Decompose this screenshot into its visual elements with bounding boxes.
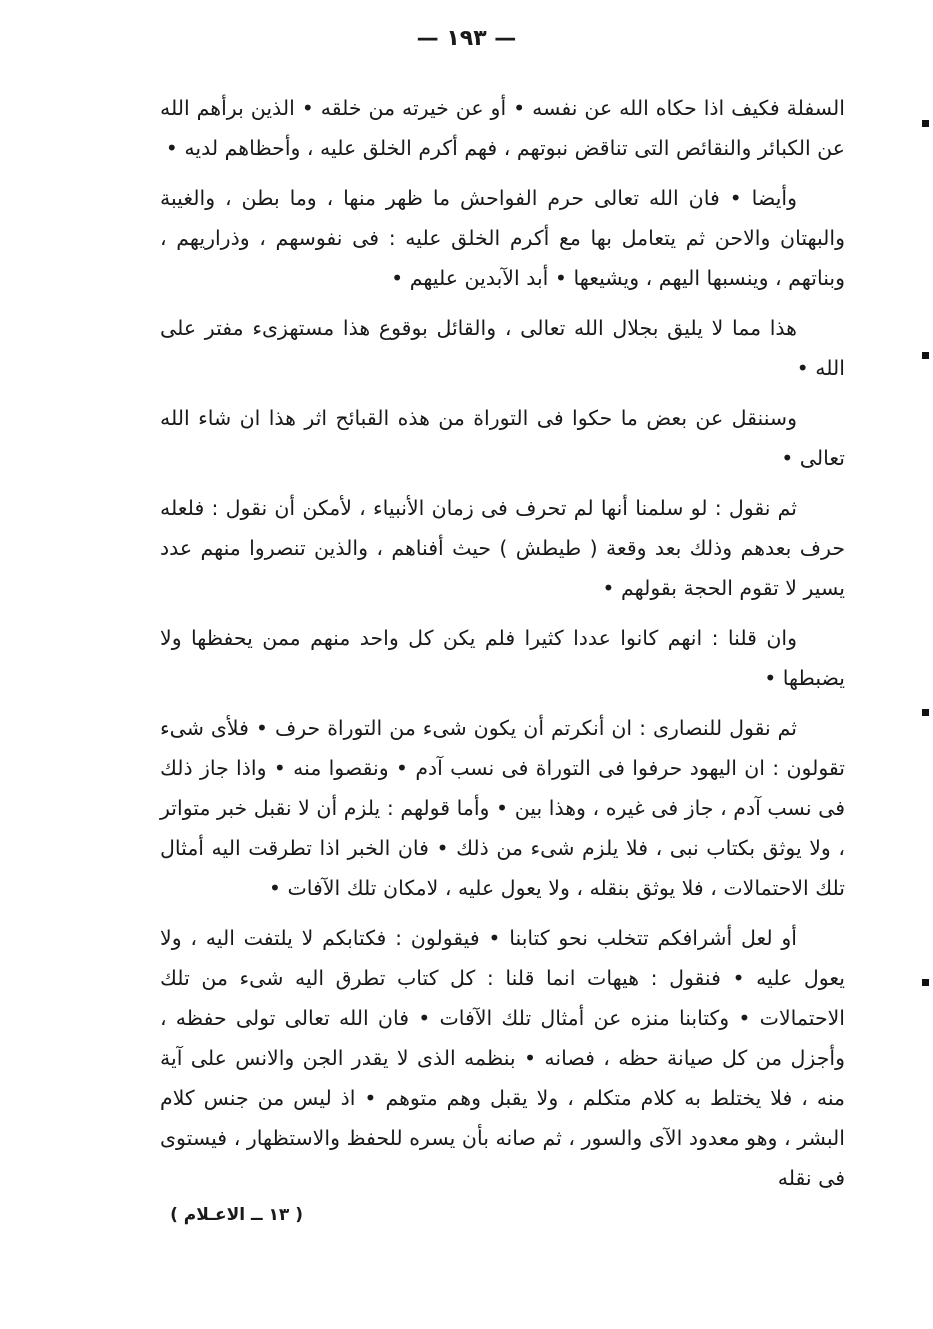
paragraph: أو لعل أشرافكم تتخلب نحو كتابنا • فيقولون : فكتابكم لا يلتفت اليه ، ولا يعول عليه • فنقول : هيهات انما قلنا : كل كتاب تطرق اليه شىء من تلك الاحتمالات • وكتابنا منزه عن أمثال تلك الآفات • فان الله تعالى تولى حفظه ، وأجزل من كل صيانة حظه ، فصانه • بنظمه الذى لا يقدر الجن والانس على آية منه ، فلا يختلط به كلام متكلم ، ولا يقبل وهم متوهم • اذ ليس من جنس كلام البشر ، وهو معدود الآى والسور ، ثم صانه بأن يسره للحفظ والاستظهار ، فيستوى فى نقله xyxy=(160,926,845,1190)
margin-mark xyxy=(922,120,929,127)
page-number: — ١٩٣ — xyxy=(416,26,517,51)
paragraph: وان قلنا : انهم كانوا عددا كثيرا فلم يكن كل واحد منهم ممن يحفظها ولا يضبطها • xyxy=(160,626,845,690)
paragraph: وأيضا • فان الله تعالى حرم الفواحش ما ظهر منها ، وما بطن ، والغيبة والبهتان والاحن ثم يتعامل بها مع أكرم الخلق عليه : فى نفوسهم ، وذراريهم ، وبناتهم ، وينسبها اليهم ، ويشيعها • أبد الآبدين عليهم • xyxy=(160,186,845,290)
paragraph: السفلة فكيف اذا حكاه الله عن نفسه • أو عن خيرته من خلقه • الذين برأهم الله عن الكبائر والنقائص التى تناقض نبوتهم ، فهم أكرم الخلق عليه ، وأحظاهم لديه • xyxy=(160,96,845,160)
margin-mark xyxy=(922,709,929,716)
paragraph: وسننقل عن بعض ما حكوا فى التوراة من هذه القبائح اثر هذا ان شاء الله تعالى • xyxy=(160,406,845,470)
paragraph: هذا مما لا يليق بجلال الله تعالى ، والقائل بوقوع هذا مستهزىء مفتر على الله • xyxy=(160,316,845,380)
footer-signature: ( ١٣ ــ الاعـلام ) xyxy=(170,1205,303,1225)
paragraph: ثم نقول للنصارى : ان أنكرتم أن يكون شىء من التوراة حرف • فلأى شىء تقولون : ان اليهود حرفوا فى التوراة فى نسب آدم • ونقصوا منه • واذا جاز ذلك فى نسب آدم ، جاز فى غيره ، وهذا بين • وأما قولهم : يلزم أن لا نقبل خبر متواتر ، ولا يوثق بكتاب نبى ، فلا يلزم شىء من ذلك • فان الخبر اذا تطرقت اليه أمثال تلك الاحتمالات ، فلا يوثق بنقله ، ولا يعول عليه ، لامكان تلك الآفات • xyxy=(160,716,845,900)
paragraph: ثم نقول : لو سلمنا أنها لم تحرف فى زمان الأنبياء ، لأمكن أن نقول : فلعله حرف بعدهم وذلك بعد وقعة ( طيطش ) حيث أفناهم ، والذين تنصروا منهم عدد يسير لا تقوم الحجة بقولهم • xyxy=(160,496,845,600)
margin-mark xyxy=(922,979,929,986)
body-text xyxy=(160,88,845,1198)
margin-mark xyxy=(922,352,929,359)
